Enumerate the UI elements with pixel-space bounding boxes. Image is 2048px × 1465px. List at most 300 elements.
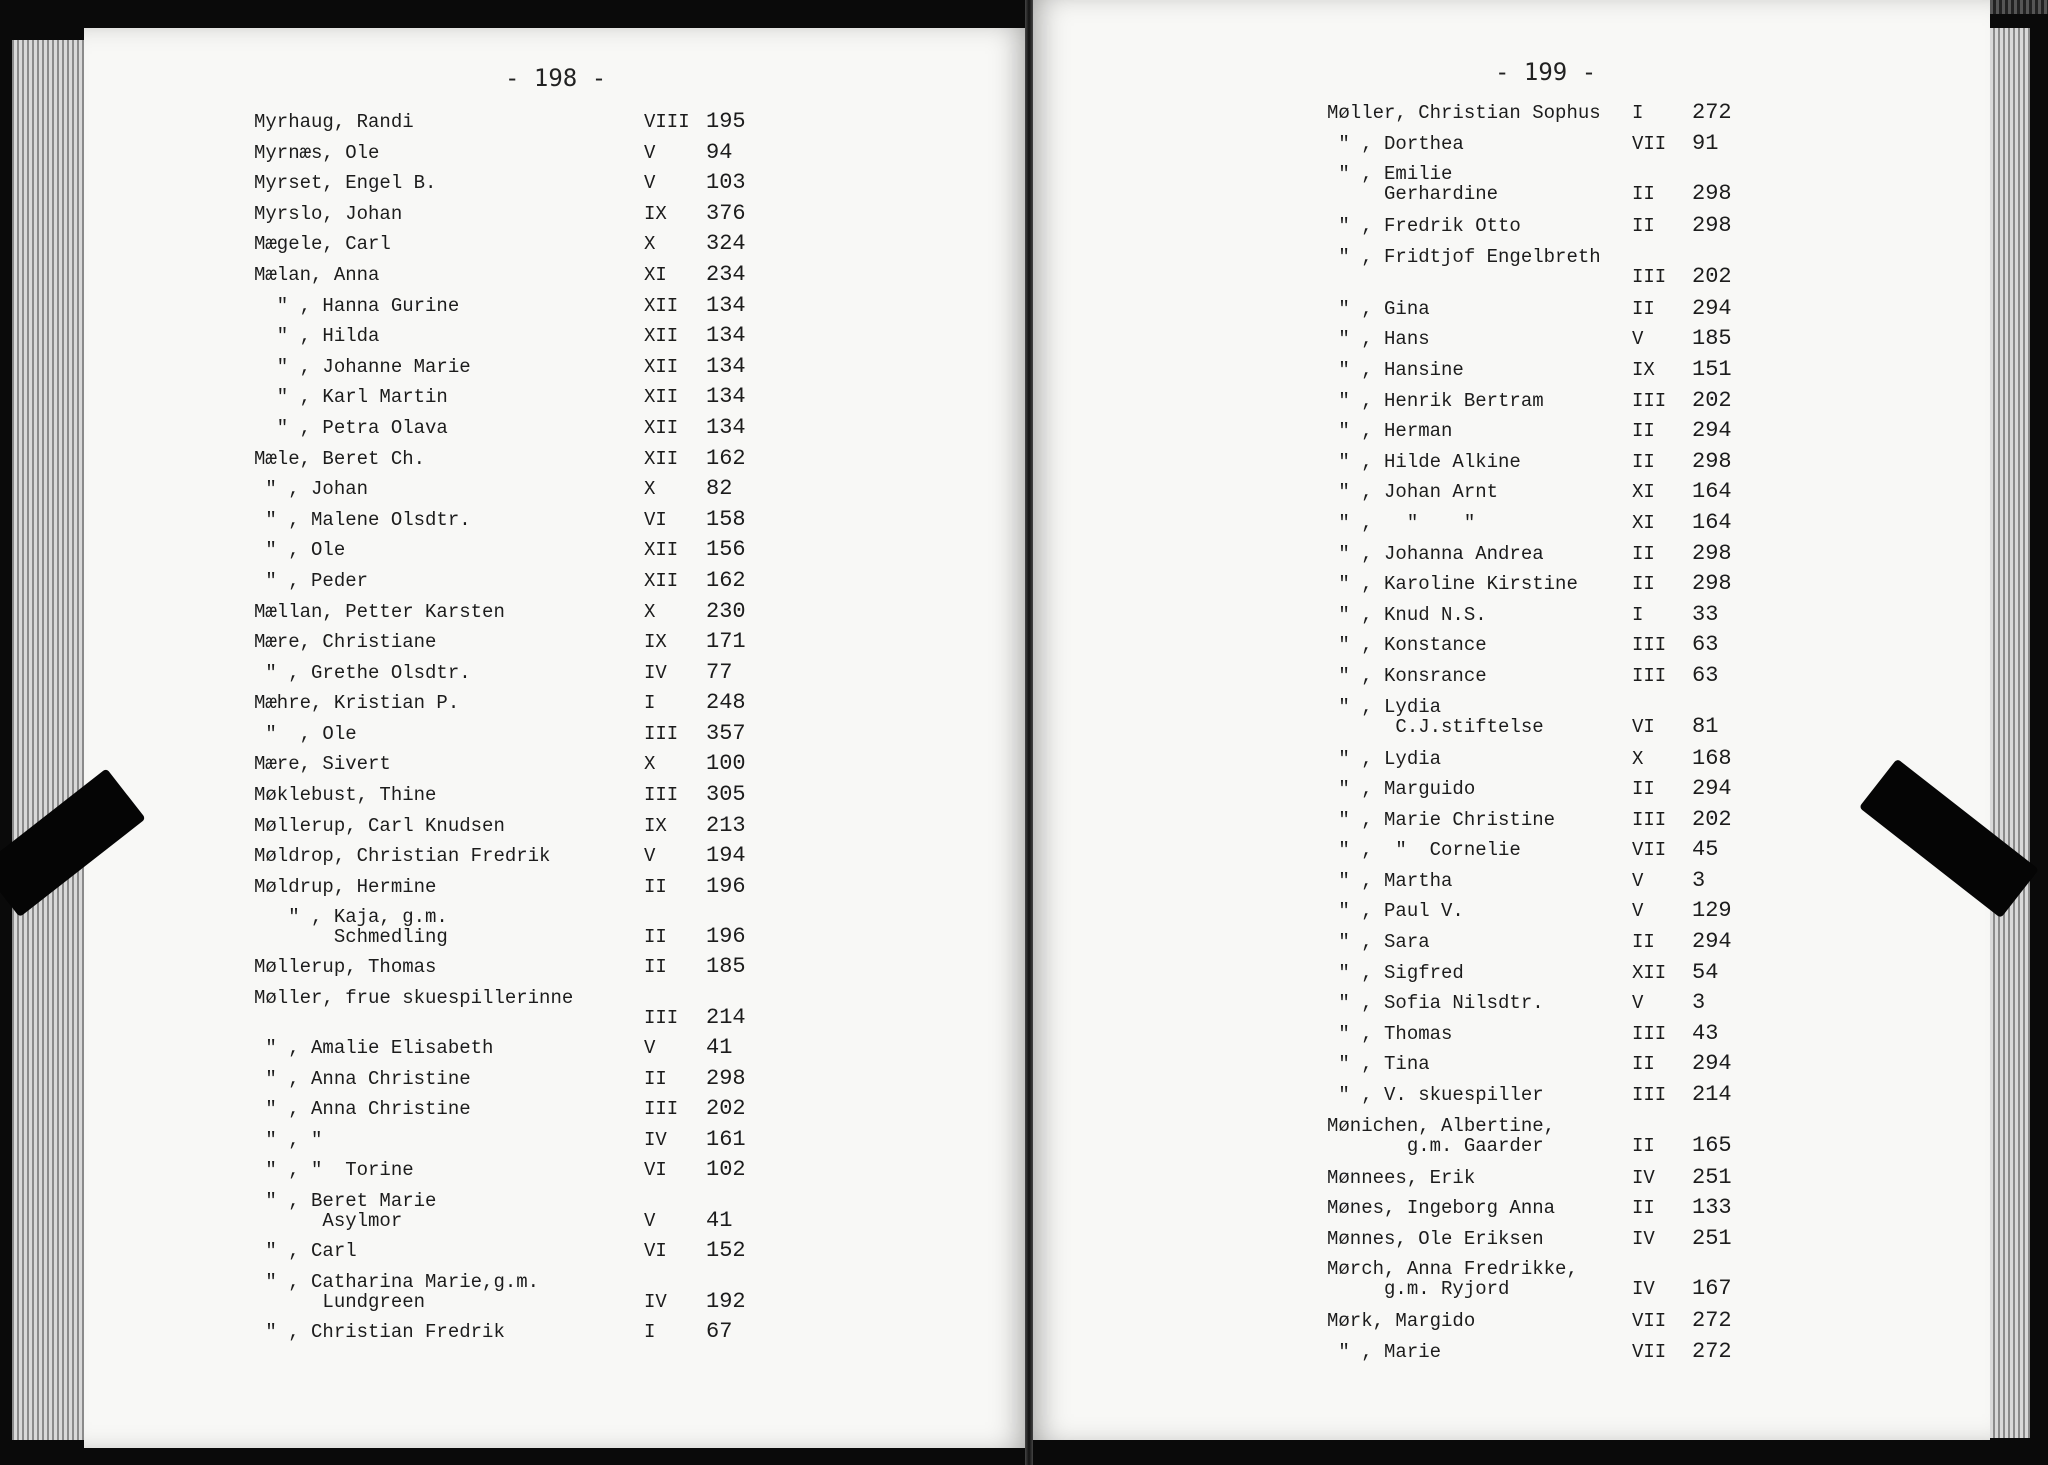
book-gutter [1025, 0, 1033, 1465]
entry-name [1327, 635, 1487, 655]
entry-volume: IX [644, 631, 667, 654]
entry-volume: II [1632, 542, 1655, 565]
entry-name [254, 1241, 357, 1261]
entry-name [254, 357, 471, 377]
entry-page: 230 [706, 598, 746, 624]
entry-volume: V [644, 141, 656, 164]
entry-page: 324 [706, 231, 746, 257]
entry-volume: III [1632, 265, 1667, 288]
entry-name [1327, 871, 1452, 891]
entry-name-line1: " , Peder [254, 569, 369, 592]
entry-page: 63 [1692, 632, 1719, 658]
entry-volume: IV [1632, 1278, 1655, 1301]
entry-page: 171 [706, 629, 746, 655]
entry-name-line1: Mørk, Margido [1327, 1310, 1476, 1333]
entry-volume: II [1632, 420, 1655, 443]
entry-name-line1: Møller, frue skuespillerinne [254, 987, 574, 1010]
entry-volume: III [1632, 634, 1667, 657]
entry-page: 161 [706, 1126, 746, 1152]
entry-name [1327, 421, 1452, 441]
entry-name-line1: Mønes, Ingeborg Anna [1327, 1197, 1556, 1220]
entry-name-line1: Mønnes, Ole Eriksen [1327, 1227, 1544, 1250]
entry-name-line1: " , Henrik Bertram [1327, 389, 1544, 412]
entry-name-line1: " , Ole [254, 722, 357, 745]
entry-volume: II [644, 926, 667, 949]
entry-name-line1: " , Karl Martin [254, 386, 448, 409]
entry-page: 202 [1692, 806, 1732, 832]
entry-page: 134 [706, 353, 746, 379]
entry-name-line1: " , " " [1327, 511, 1476, 534]
entry-name-line1: " , Konstance [1327, 634, 1487, 657]
entry-page: 134 [706, 414, 746, 440]
entry-page: 192 [706, 1288, 746, 1314]
entry-page: 298 [1692, 540, 1732, 566]
entry-name-line1: Myrhaug, Randi [254, 111, 414, 133]
entry-name [1327, 749, 1441, 769]
entry-name [1327, 963, 1464, 983]
entry-name-line1: Myrnæs, Ole [254, 141, 380, 164]
entry-volume: II [1632, 1197, 1655, 1220]
entry-name [1327, 482, 1498, 502]
entry-volume: VI [1632, 715, 1655, 738]
entry-page: 134 [706, 323, 746, 349]
entry-name-line1: " , Catharina Marie,g.m. [254, 1270, 540, 1293]
entry-name-line1: " , Marguido [1327, 778, 1476, 801]
entry-name [1327, 544, 1544, 564]
entry-volume: XII [644, 416, 679, 439]
entry-name-line1: " , Kaja, g.m. [254, 906, 448, 929]
entry-volume: XII [644, 325, 679, 348]
entry-name-line1: Mørch, Anna Fredrikke, [1327, 1258, 1578, 1281]
entry-volume: III [1632, 808, 1667, 831]
entry-name-line1: " , Martha [1327, 869, 1453, 892]
entry-name [254, 1322, 505, 1342]
entry-volume: I [644, 1320, 656, 1343]
entry-volume: XI [644, 263, 667, 286]
entry-page: 272 [1692, 100, 1732, 125]
entry-volume: V [644, 1037, 656, 1060]
entry-name-line1: Mære, Christiane [254, 631, 437, 654]
entry-name-line2 [254, 1008, 573, 1028]
entry-volume: II [644, 875, 667, 898]
entry-name [1327, 247, 1601, 287]
entry-page: 54 [1692, 959, 1719, 985]
entry-name [1327, 605, 1487, 625]
entry-volume: VII [1632, 132, 1667, 155]
entry-name [254, 510, 471, 530]
entry-name [254, 387, 448, 407]
entry-page: 298 [706, 1065, 746, 1091]
entry-name-line1: " , Ole [254, 539, 346, 562]
entry-page: 41 [706, 1208, 733, 1233]
entry-name [1327, 901, 1464, 921]
entry-page: 67 [706, 1318, 733, 1344]
entry-name [1327, 574, 1578, 594]
right-page-number: - 199 - [1495, 58, 1597, 86]
entry-volume: V [1632, 992, 1644, 1015]
entry-page: 162 [706, 567, 746, 593]
entry-name [1327, 697, 1544, 737]
entry-page: 81 [1692, 713, 1719, 739]
entry-volume: II [1632, 1134, 1655, 1157]
entry-volume: III [644, 784, 679, 807]
entry-name-line1: " , V. skuespiller [1327, 1084, 1544, 1107]
entry-volume: II [644, 956, 667, 979]
entry-name [1327, 779, 1475, 799]
entry-name-line2: Gerhardine [1327, 183, 1499, 206]
entry-volume: XII [1632, 961, 1667, 984]
entry-page: 41 [706, 1035, 733, 1061]
entry-volume: X [644, 753, 656, 776]
entry-page: 82 [706, 476, 733, 502]
entry-name [1327, 1054, 1430, 1074]
entry-name-line2: Schmedling [254, 926, 448, 949]
entry-name-line1: Møldrop, Christian Fredrik [254, 845, 551, 868]
entry-page: 185 [706, 954, 746, 980]
entry-name-line1: Møllerup, Thomas [254, 956, 437, 979]
entry-name [1327, 1024, 1452, 1044]
entry-name-line1: Mønnees, Erik [1327, 1166, 1476, 1189]
entry-name-line1: Møllerup, Carl Knudsen [254, 814, 505, 837]
entry-name [1327, 1342, 1441, 1362]
entry-name-line1: " , Thomas [1327, 1022, 1453, 1045]
entry-name-line1: Mæle, Beret Ch. [254, 447, 426, 470]
entry-name [254, 1069, 471, 1089]
entry-page: 298 [1692, 181, 1732, 207]
entry-name-line1: Mægele, Carl [254, 233, 391, 256]
entry-name [254, 693, 459, 713]
entry-volume: III [1632, 664, 1667, 687]
entry-volume: VII [1632, 1310, 1667, 1333]
entry-page: 202 [1692, 263, 1732, 289]
entry-page: 196 [706, 873, 746, 899]
entry-volume: II [644, 1067, 667, 1090]
entry-page: 196 [706, 924, 746, 950]
entry-name [254, 1130, 322, 1150]
entry-page: 195 [706, 109, 746, 134]
entry-name-line1: " , Grethe Olsdtr. [254, 661, 471, 684]
entry-volume: III [1632, 1084, 1667, 1107]
entry-volume: VII [1632, 1341, 1667, 1363]
entry-name-line1: Myrslo, Johan [254, 202, 403, 225]
entry-name-line1: Møller, Christian Sophus [1327, 102, 1601, 124]
entry-name [1327, 216, 1521, 236]
entry-name [1327, 1116, 1555, 1156]
entry-volume: XII [644, 539, 679, 562]
entry-name [254, 1099, 471, 1119]
entry-page: 251 [1692, 1225, 1732, 1251]
entry-page: 298 [1692, 571, 1732, 597]
entry-page: 63 [1692, 662, 1719, 688]
entry-name [1327, 329, 1430, 349]
entry-name-line1: " , Petra Olava [254, 416, 448, 439]
entry-page: 357 [706, 720, 746, 746]
entry-volume: III [1632, 1022, 1667, 1045]
entry-volume: IV [644, 661, 667, 684]
entry-page: 294 [1692, 776, 1732, 802]
entry-page: 167 [1692, 1276, 1732, 1302]
entry-page: 294 [1692, 295, 1732, 321]
entry-name-line1: " , " [254, 1128, 323, 1151]
entry-name-line1: " , Lydia [1327, 695, 1442, 718]
entry-page: 298 [1692, 448, 1732, 474]
entry-volume: X [644, 478, 656, 501]
entry-page: 156 [706, 537, 746, 563]
entry-page: 272 [1692, 1339, 1732, 1364]
entry-volume: V [644, 172, 656, 195]
entry-page: 185 [1692, 326, 1732, 352]
entry-volume: V [1632, 328, 1644, 351]
left-page [84, 28, 1029, 1448]
entry-name-line2: Lundgreen [254, 1290, 426, 1313]
entry-page: 202 [706, 1096, 746, 1122]
entry-name [254, 957, 436, 977]
entry-name [254, 1038, 493, 1058]
entry-name-line1: " , Fridtjof Engelbreth [1327, 245, 1601, 268]
entry-name [254, 296, 459, 316]
entry-name [254, 143, 379, 163]
entry-page: 294 [1692, 418, 1732, 444]
entry-name-line1: " , Gina [1327, 297, 1430, 320]
entry-volume: XII [644, 386, 679, 409]
entry-page: 165 [1692, 1132, 1732, 1158]
entry-volume: X [644, 233, 656, 256]
entry-name [1327, 134, 1464, 154]
entry-volume: II [1632, 297, 1655, 320]
entry-volume: IV [644, 1290, 667, 1313]
entry-name [254, 846, 550, 866]
entry-name-line1: " , " Torine [254, 1159, 414, 1182]
entry-name [1327, 993, 1544, 1013]
entry-volume: II [1632, 778, 1655, 801]
entry-name-line2: Asylmor [254, 1210, 403, 1232]
entry-name [1327, 164, 1498, 204]
entry-name [254, 112, 414, 132]
entry-volume: III [1632, 389, 1667, 412]
entry-page: 234 [706, 261, 746, 287]
entry-volume: I [1632, 603, 1644, 626]
entry-name-line1: Mære, Sivert [254, 753, 391, 776]
entry-name-line1: " , Marie Christine [1327, 808, 1556, 831]
entry-volume: VI [644, 508, 667, 531]
entry-volume: XII [644, 447, 679, 470]
entry-name [254, 816, 505, 836]
entry-page: 100 [706, 751, 746, 777]
entry-name-line1: " , Hans [1327, 328, 1430, 351]
entry-page: 214 [706, 1005, 746, 1031]
entry-name [1327, 391, 1544, 411]
entry-name-line2 [1327, 267, 1601, 287]
entry-name-line1: " , Hilde Alkine [1327, 450, 1521, 473]
entry-volume: VI [644, 1240, 667, 1262]
entry-name-line1: " , Carl [254, 1240, 357, 1262]
entry-name [1327, 1198, 1555, 1218]
entry-name-line1: " , Johan [254, 478, 369, 501]
entry-name-line1: Mælan, Anna [254, 263, 380, 286]
entry-name [1327, 513, 1475, 533]
entry-volume: V [644, 845, 656, 868]
entry-volume: II [1632, 1053, 1655, 1076]
entry-volume: V [644, 1210, 656, 1232]
entry-name-line1: " , Emilie [1327, 163, 1453, 186]
entry-volume: IV [1632, 1166, 1655, 1189]
entry-volume: III [644, 1007, 679, 1030]
entry-name [254, 204, 402, 224]
entry-volume: IX [644, 202, 667, 225]
entry-name [1327, 1311, 1475, 1331]
entry-name [254, 173, 436, 193]
entry-name [1327, 360, 1464, 380]
entry-name-line1: " , Hanna Gurine [254, 294, 460, 317]
entry-name [1327, 1259, 1578, 1299]
entry-name-line1: Møldrup, Hermine [254, 875, 437, 898]
entry-volume: XI [1632, 511, 1655, 534]
entry-volume: II [1632, 215, 1655, 238]
entry-page: 43 [1692, 1020, 1719, 1046]
entry-name-line1: Mønichen, Albertine, [1327, 1114, 1556, 1137]
entry-page: 33 [1692, 601, 1719, 627]
entry-volume: VI [644, 1159, 667, 1182]
entry-name [1327, 299, 1430, 319]
entry-name [1327, 1229, 1544, 1249]
entry-name [1327, 1168, 1475, 1188]
entry-name [1327, 932, 1430, 952]
entry-page: 251 [1692, 1164, 1732, 1190]
entry-name [1327, 666, 1487, 686]
entry-page: 164 [1692, 479, 1732, 505]
entry-page: 91 [1692, 130, 1719, 156]
entry-name-line1: " , Amalie Elisabeth [254, 1037, 494, 1060]
entry-page: 164 [1692, 509, 1732, 535]
entry-page: 129 [1692, 898, 1732, 924]
entry-volume: VIII [644, 111, 690, 133]
entry-page: 294 [1692, 929, 1732, 955]
entry-name-line1: " , " Cornelie [1327, 839, 1521, 862]
entry-name-line1: " , Paul V. [1327, 900, 1464, 923]
entry-name-line2: g.m. Gaarder [1327, 1134, 1544, 1157]
entry-volume: V [1632, 869, 1644, 892]
book-edge-left [12, 40, 87, 1440]
entry-page: 77 [706, 659, 733, 685]
entry-name-line1: " , Herman [1327, 420, 1453, 443]
entry-page: 152 [706, 1238, 746, 1263]
entry-page: 214 [1692, 1082, 1732, 1108]
entry-volume: II [1632, 183, 1655, 206]
entry-page: 94 [706, 139, 733, 165]
entry-volume: IV [644, 1128, 667, 1151]
entry-page: 162 [706, 445, 746, 471]
entry-name-line1: " , Sara [1327, 931, 1430, 954]
entry-name-line2: C.J.stiftelse [1327, 715, 1544, 738]
entry-name-line1: Mæhre, Kristian P. [254, 692, 460, 715]
entry-volume: II [1632, 931, 1655, 954]
entry-name-line1: Møklebust, Thine [254, 784, 437, 807]
entry-name [254, 1160, 414, 1180]
entry-page: 3 [1692, 867, 1706, 893]
entry-name [1327, 840, 1521, 860]
entry-page: 134 [706, 384, 746, 410]
entry-volume: IV [1632, 1227, 1655, 1250]
entry-name [254, 234, 391, 254]
entry-page: 158 [706, 506, 746, 532]
entry-name-line1: " , Sigfred [1327, 961, 1464, 984]
entry-page: 45 [1692, 837, 1719, 863]
entry-volume: II [1632, 573, 1655, 596]
entry-volume: XII [644, 294, 679, 317]
entry-page: 194 [706, 843, 746, 869]
entry-volume: XII [644, 569, 679, 592]
entry-name-line1: " , Knud N.S. [1327, 603, 1487, 626]
entry-name-line1: " , Hilda [254, 325, 380, 348]
entry-name-line1: " , Tina [1327, 1053, 1430, 1076]
entry-name-line1: " , Lydia [1327, 747, 1442, 770]
left-page-number: - 198 - [505, 64, 607, 92]
entry-volume: I [1632, 102, 1644, 124]
entry-name [1327, 103, 1601, 123]
entry-name [254, 754, 391, 774]
entry-name [254, 907, 448, 947]
entry-name [254, 877, 436, 897]
entry-name-line1: " , Konsrance [1327, 664, 1487, 687]
entry-name-line1: " , Marie [1327, 1341, 1442, 1363]
entry-page: 133 [1692, 1195, 1732, 1221]
entry-volume: I [644, 692, 656, 715]
entry-page: 298 [1692, 213, 1732, 239]
entry-name-line1: " , Fredrik Otto [1327, 215, 1521, 238]
entry-name-line1: " , Johanna Andrea [1327, 542, 1544, 565]
entry-name-line1: Myrset, Engel B. [254, 172, 437, 195]
entry-name [254, 449, 425, 469]
entry-volume: IX [644, 814, 667, 837]
entry-name-line1: " , Karoline Kirstine [1327, 573, 1578, 596]
entry-volume: III [644, 722, 679, 745]
entry-volume: VII [1632, 839, 1667, 862]
entry-name [254, 418, 448, 438]
entry-name [254, 602, 505, 622]
entry-name [254, 265, 379, 285]
entry-name [1327, 1085, 1544, 1105]
entry-name-line1: " , Dorthea [1327, 132, 1464, 155]
entry-name [1327, 810, 1555, 830]
entry-name [254, 571, 368, 591]
entry-page: 3 [1692, 990, 1706, 1016]
entry-volume: X [644, 600, 656, 623]
entry-name-line1: " , Johan Arnt [1327, 481, 1499, 504]
entry-name [254, 632, 436, 652]
entry-name [254, 663, 471, 683]
entry-page: 202 [1692, 387, 1732, 413]
entry-page: 248 [706, 690, 746, 716]
entry-name-line1: " , Beret Marie [254, 1190, 437, 1212]
entry-volume: X [1632, 747, 1644, 770]
entry-name [254, 1191, 436, 1231]
entry-volume: XI [1632, 481, 1655, 504]
entry-name-line1: Mællan, Petter Karsten [254, 600, 505, 623]
entry-volume: II [1632, 450, 1655, 473]
entry-page: 376 [706, 200, 746, 226]
entry-name-line1: " , Anna Christine [254, 1067, 471, 1090]
entry-name [254, 724, 357, 744]
entry-volume: III [644, 1098, 679, 1121]
entry-name-line1: " , Hansine [1327, 358, 1464, 381]
entry-name-line2: g.m. Ryjord [1327, 1278, 1510, 1301]
entry-volume: V [1632, 900, 1644, 923]
entry-page: 213 [706, 812, 746, 838]
entry-name-line1: " , Christian Fredrik [254, 1320, 505, 1343]
entry-page: 168 [1692, 745, 1732, 771]
entry-page: 134 [706, 292, 746, 318]
entry-name [254, 479, 368, 499]
